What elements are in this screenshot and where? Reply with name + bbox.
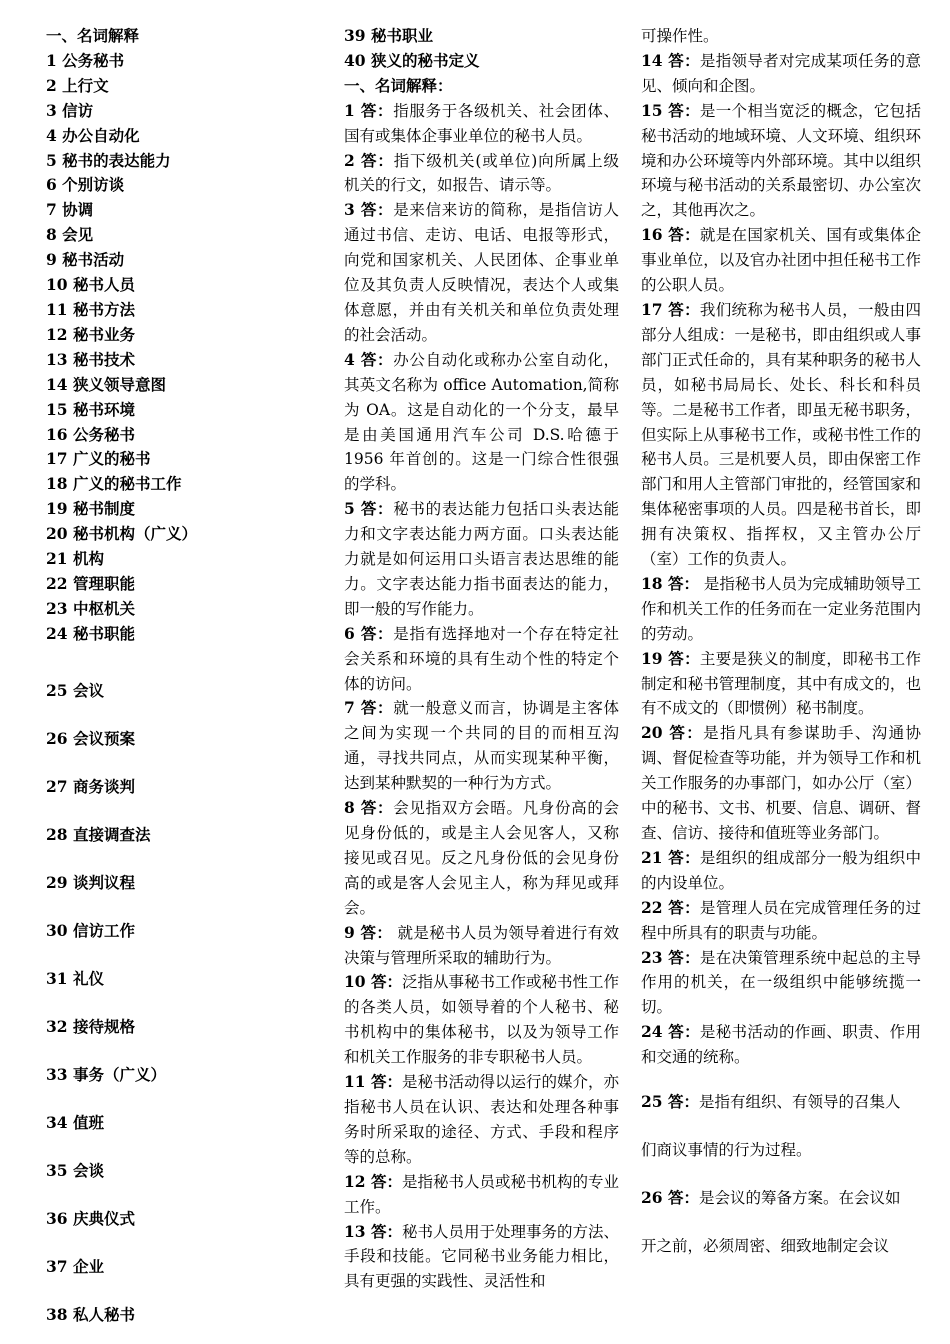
- term-item: 5 秘书的表达能力: [46, 150, 171, 170]
- term-item: 3 信访: [46, 100, 94, 120]
- term-item: 34 值班: [46, 1112, 104, 1132]
- answer-text: 是指秘书人员或秘书机构的专业工作。: [344, 1172, 619, 1216]
- term-item: 19 秘书制度: [46, 499, 135, 519]
- answer-paragraph: [344, 970, 619, 1070]
- answer-paragraph: [641, 946, 921, 1021]
- term-item: 37 企业: [46, 1256, 104, 1276]
- term-item: 15 秘书环境: [46, 399, 135, 419]
- term-item: 4 办公自动化: [46, 125, 140, 145]
- answer-label: 12 答：: [344, 1171, 402, 1191]
- answer-text: 是指秘书人员为完成辅助领导工作和机关工作的任务而在一定业务范围内的劳动。: [641, 574, 921, 643]
- answer-paragraph: [641, 572, 921, 647]
- answer-text: 是在决策管理系统中起总的主导作用的机关，在一级组织中能够统揽一切。: [641, 948, 921, 1017]
- section-heading: 一、名词解释：: [344, 75, 453, 95]
- answer-text: 是来信来访的简称，是指信访人通过书信、走访、电话、电报等形式，向党和国家机关、人民团体、企事业单位及其负责人反映情况，表达个人或集体意愿，并由有关机关和单位负责处理的社会活动。: [344, 201, 619, 344]
- term-item: 8 会见: [46, 225, 94, 245]
- answer-text: 就一般意义而言，协调是主客体之间为实现一个共同的目的而相互沟通，寻找共同点，从而实现某种平衡，达到某种默契的一种行为方式。: [344, 699, 619, 793]
- answer-text: 是秘书活动的作画、职责、作用和交通的统称。: [641, 1023, 921, 1067]
- answer-paragraph: [344, 796, 619, 921]
- term-item: 40 狭义的秘书定义: [344, 50, 480, 70]
- answer-text: 秘书的表达能力包括口头表达能力和文字表达能力两方面。口头表达能力就是如何运用口头语言表达思维的能力。文字表达能力指书面表达的能力，即一般的写作能力。: [344, 500, 619, 618]
- term-item: 22 管理职能: [46, 573, 135, 593]
- answer-text: 就是秘书人员为领导着进行有效决策与管理所采取的辅助行为。: [344, 923, 619, 967]
- answers-column-3: [641, 24, 921, 1270]
- term-item: 23 中枢机关: [46, 598, 135, 618]
- answer-text: 指服务于各级机关、社会团体、国有或集体企事业单位的秘书人员。: [344, 101, 619, 145]
- answer-label: 13 答：: [344, 1221, 402, 1241]
- answer-text: 是管理人员在完成管理任务的过程中所具有的职责与功能。: [641, 898, 921, 942]
- term-item: 12 秘书业务: [46, 324, 135, 344]
- answer-text: 是组织的组成部分一般为组织中的内设单位。: [641, 848, 921, 892]
- term-item: 6 个别访谈: [46, 175, 125, 195]
- answer-label: 14 答：: [641, 50, 700, 70]
- answer-label: 7 答：: [344, 698, 394, 718]
- answer-paragraph: [641, 896, 921, 946]
- term-item: 36 庆典仪式: [46, 1208, 135, 1228]
- answer-label: 10 答：: [344, 972, 402, 992]
- answer-text: 是指凡具有参谋助手、沟通协调、督促检查等功能，并为领导工作和机关工作服务的办事部门，如办公厅（室）中的秘书、文书、机要、信息、调研、督查、信访、接待和值班等业务部门。: [641, 724, 921, 842]
- answer-text: 会见指双方会晤。凡身份高的会见身份低的，或是主人会见客人，又称接见或召见。反之凡身份低的会见身份高的或是客人会见主人，称为拜见或拜会。: [344, 799, 619, 917]
- term-item: 20 秘书机构（广义）: [46, 524, 197, 544]
- term-item: 9 秘书活动: [46, 250, 125, 270]
- answer-paragraph: [641, 1174, 921, 1222]
- answer-label: 19 答：: [641, 648, 700, 668]
- answer-label: 22 答：: [641, 897, 700, 917]
- term-item: 27 商务谈判: [46, 776, 135, 796]
- answer-label: 20 答：: [641, 723, 704, 743]
- answer-paragraph: [344, 1070, 619, 1170]
- answer-label: 8 答：: [344, 798, 394, 818]
- answer-label: 11 答：: [344, 1072, 402, 1092]
- answer-continuation: 可操作性。: [641, 27, 719, 45]
- answer-label: 24 答：: [641, 1022, 700, 1042]
- term-item: 24 秘书职能: [46, 623, 135, 643]
- answer-paragraph: [344, 622, 619, 697]
- term-item: 28 直接调查法: [46, 824, 151, 844]
- answer-text: 我们统称为秘书人员，一般由四部分人组成：一是秘书，即由组织或人事部门正式任命的，具有某种职务的秘书人员，如秘书局局长、处长、科长和科员等。二是秘书工作者，即虽无秘书职务，但实际上从事秘书工作，或秘书性工作的秘书人员。三是机要人员，即由保密工作部门和用人主管部门审批的，经管国家和集体秘密事项的人员。四是秘书首长，即拥有决策权、指挥权，又主管办公厅（室）工作的负责人。: [641, 300, 921, 569]
- term-item: 29 谈判议程: [46, 872, 135, 892]
- answer-paragraph: [641, 49, 921, 99]
- term-item: 35 会谈: [46, 1160, 104, 1180]
- answer-paragraph: [641, 1078, 921, 1126]
- answer-paragraph: [344, 198, 619, 347]
- answer-text: 办公自动化或称办公室自动化，其英文名称为 office Automation,简称为 OA。这是自动化的一个分支，最早是由美国通用汽车公司 D.S.哈德于 1956 年首创的。这是一门综合性很强的学科。: [344, 350, 619, 494]
- answer-paragraph: [344, 497, 619, 622]
- answer-paragraph: [641, 647, 921, 722]
- answer-label: 18 答：: [641, 573, 699, 593]
- answer-label: 25 答：: [641, 1092, 699, 1112]
- answer-paragraph: [344, 921, 619, 971]
- answer-text: 秘书人员用于处理事务的方法、手段和技能。它同秘书业务能力相比，具有更强的实践性、灵活性和: [344, 1222, 619, 1291]
- term-item: 21 机构: [46, 549, 104, 569]
- answer-paragraph: [641, 298, 921, 572]
- answer-text: 是秘书活动得以运行的媒介，亦指秘书人员在认识、表达和处理各种事务时所采取的途径、方式、手段和程序等的总称。: [344, 1073, 619, 1166]
- answer-label: 4 答：: [344, 349, 394, 369]
- term-item: 14 狭义领导意图: [46, 374, 166, 394]
- term-item: 16 公务秘书: [46, 424, 135, 444]
- answer-paragraph: [344, 149, 619, 199]
- answer-text-line: 们商议事情的行为过程。: [641, 1141, 812, 1160]
- answer-text: 是指有组织、有领导的召集人: [698, 1093, 901, 1112]
- term-item: 39 秘书职业: [344, 26, 433, 45]
- answers-column-2: [344, 24, 619, 1294]
- answer-label: 6 答：: [344, 623, 394, 643]
- answer-label: 26 答：: [641, 1188, 699, 1208]
- answer-paragraph: [641, 99, 921, 224]
- term-item: 38 私人秘书: [46, 1304, 135, 1324]
- answer-text: 指下级机关(或单位)向所属上级机关的行文，如报告、请示等。: [344, 151, 619, 195]
- answer-paragraph: [344, 1170, 619, 1220]
- term-item: 1 公务秘书: [46, 50, 125, 70]
- term-item: 2 上行文: [46, 75, 109, 95]
- term-list-column: [46, 24, 326, 1339]
- answer-text: 是指有选择地对一个存在特定社会关系和环境的具有生动个性的特定个体的访问。: [344, 624, 619, 693]
- answer-text-line: 开之前，必须周密、细致地制定会议: [641, 1237, 890, 1256]
- term-item: 13 秘书技术: [46, 349, 135, 369]
- answer-text: 泛指从事秘书工作或秘书性工作的各类人员，如领导着的个人秘书、秘书机构中的集体秘书，以及为领导工作和机关工作服务的非专职秘书人员。: [344, 973, 619, 1067]
- answer-text: 就是在国家机关、国有或集体企事业单位，以及官办社团中担任秘书工作的公职人员。: [641, 226, 921, 295]
- answer-text: 是指领导者对完成某项任务的意见、倾向和企图。: [641, 51, 921, 95]
- term-item: 33 事务（广义）: [46, 1064, 166, 1084]
- answer-label: 23 答：: [641, 947, 700, 967]
- answer-text: 主要是狭义的制度，即秘书工作制定和秘书管理制度，其中有成文的，也有不成文的（即惯例）秘书制度。: [641, 649, 921, 718]
- answer-text: 是一个相当宽泛的概念，它包括秘书活动的地域环境、人文环境、组织环境和办公环境等内外部环境。其中以组织环境与秘书活动的关系最密切、办公室次之，其他再次之。: [641, 101, 921, 220]
- term-item: 11 秘书方法: [46, 299, 135, 319]
- answer-text: 是会议的筹备方案。在会议如: [698, 1189, 901, 1208]
- answer-paragraph: [344, 696, 619, 796]
- answer-label: 5 答：: [344, 499, 394, 519]
- term-item: 31 礼仪: [46, 968, 104, 988]
- answer-label: 9 答：: [344, 922, 393, 942]
- answer-paragraph: [344, 99, 619, 149]
- answer-label: 16 答：: [641, 225, 700, 245]
- section-heading: 一、名词解释: [46, 26, 140, 45]
- term-item: 25 会议: [46, 680, 104, 700]
- term-item: 26 会议预案: [46, 728, 135, 748]
- answer-label: 2 答：: [344, 150, 394, 170]
- term-item: 17 广义的秘书: [46, 449, 151, 469]
- answer-paragraph: [641, 846, 921, 896]
- answer-paragraph: [641, 1020, 921, 1070]
- answer-label: 3 答：: [344, 200, 394, 220]
- answer-label: 15 答：: [641, 100, 700, 120]
- term-item: 7 协调: [46, 200, 94, 220]
- answer-label: 1 答：: [344, 100, 394, 120]
- term-item: 10 秘书人员: [46, 275, 135, 295]
- answer-paragraph: [344, 1220, 619, 1295]
- answer-paragraph: [641, 721, 921, 846]
- term-item: 32 接待规格: [46, 1016, 135, 1036]
- term-item: 18 广义的秘书工作: [46, 474, 182, 494]
- answer-paragraph: [344, 348, 619, 497]
- term-item: 30 信访工作: [46, 920, 135, 940]
- answer-label: 21 答：: [641, 847, 700, 867]
- answer-label: 17 答：: [641, 299, 700, 319]
- answer-paragraph: [641, 223, 921, 298]
